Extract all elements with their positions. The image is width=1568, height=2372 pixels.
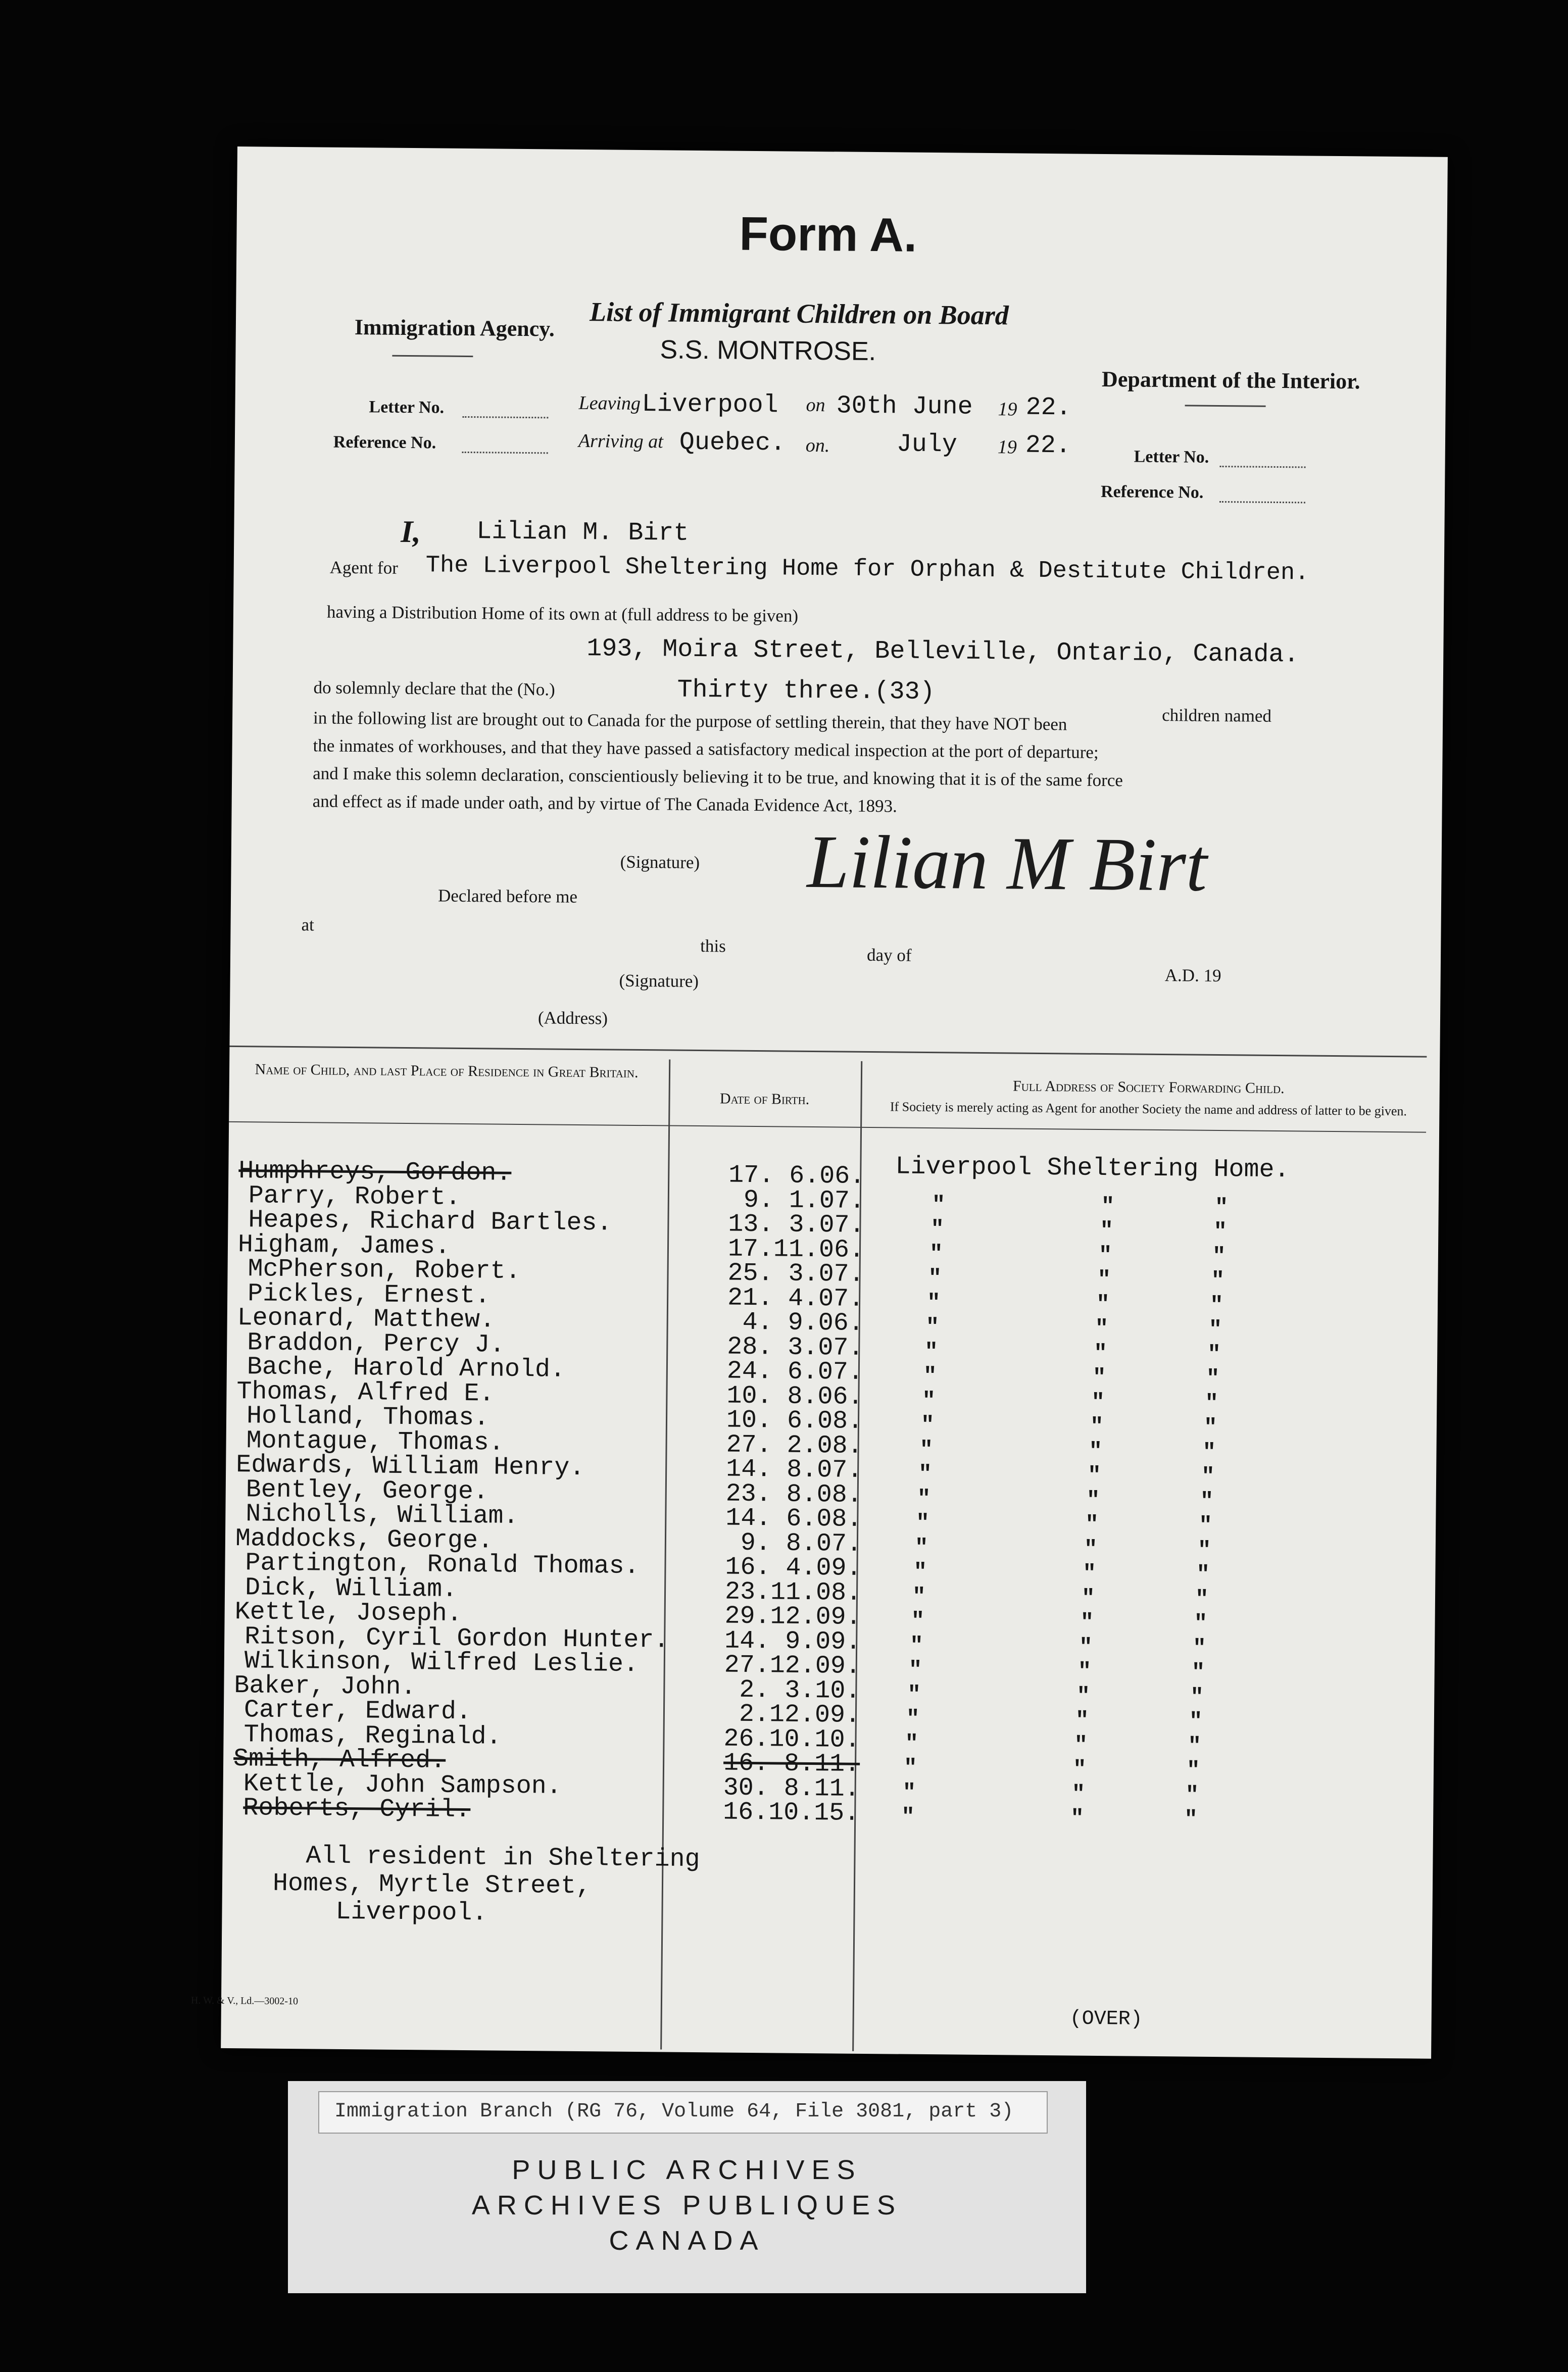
form-a-document bbox=[190, 146, 1448, 2059]
immigration-agency-heading: Immigration Agency. bbox=[354, 315, 555, 341]
ditto-mark: " bbox=[901, 1804, 915, 1830]
col-header-society-note: If Society is merely acting as Agent for another Society the name and address of latter to be given. bbox=[890, 1099, 1407, 1119]
child-date-of-birth: 4. 9.06. bbox=[742, 1308, 864, 1338]
department-heading: Department of the Interior. bbox=[1101, 366, 1360, 394]
header-rule bbox=[229, 1121, 1426, 1133]
ditto-mark: " bbox=[1091, 1390, 1105, 1415]
leaving-year: 22. bbox=[1025, 393, 1071, 423]
ditto-mark: " bbox=[1096, 1292, 1110, 1317]
child-date-of-birth: 23.11.08. bbox=[724, 1577, 862, 1608]
handwritten-signature: Lilian M Birt bbox=[806, 819, 1208, 907]
divider bbox=[392, 355, 473, 357]
at-label: at bbox=[301, 915, 314, 935]
column-divider bbox=[660, 1060, 670, 2050]
arriving-year-prefix: 19 bbox=[997, 436, 1017, 458]
ditto-mark: " bbox=[1195, 1587, 1209, 1612]
ditto-mark: " bbox=[1076, 1684, 1090, 1709]
year-prefix: 19 bbox=[998, 399, 1017, 420]
declaration-line-2: the inmates of workhouses, and that they have passed a satisfactory medical inspection at the port of departure; bbox=[313, 735, 1099, 762]
agent-name: Lilian M. Birt bbox=[476, 517, 689, 548]
ditto-mark: " bbox=[919, 1437, 934, 1463]
child-date-of-birth: 25. 3.07. bbox=[727, 1259, 864, 1289]
ditto-mark: " bbox=[1190, 1685, 1204, 1710]
leaving-port: Liverpool bbox=[642, 390, 778, 420]
child-date-of-birth: 21. 4.07. bbox=[727, 1283, 864, 1314]
child-date-of-birth: 10. 8.06. bbox=[726, 1381, 863, 1412]
child-date-of-birth: 16. 4.09. bbox=[725, 1553, 862, 1583]
child-date-of-birth: 16.10.15. bbox=[723, 1798, 860, 1828]
ditto-mark: " bbox=[1070, 1806, 1084, 1832]
ditto-mark: " bbox=[1075, 1708, 1089, 1734]
ditto-mark: " bbox=[1072, 1757, 1087, 1783]
table-top-rule bbox=[229, 1046, 1427, 1058]
arriving-date: July bbox=[896, 430, 958, 460]
ditto-mark: " bbox=[1090, 1414, 1104, 1440]
ditto-mark: " bbox=[908, 1657, 922, 1683]
residence-line-1: All resident in Sheltering bbox=[306, 1842, 700, 1874]
ditto-mark: " bbox=[1200, 1489, 1214, 1514]
ditto-mark: " bbox=[928, 1266, 942, 1292]
declare-label: do solemnly declare that the (No.) bbox=[313, 677, 556, 700]
ditto-mark: " bbox=[1089, 1439, 1103, 1464]
ditto-mark: " bbox=[1188, 1734, 1202, 1759]
ditto-mark: " bbox=[1205, 1391, 1218, 1416]
ditto-mark: " bbox=[918, 1461, 932, 1488]
child-name: Thomas, Alfred E. bbox=[236, 1377, 495, 1409]
child-date-of-birth: 28. 3.07. bbox=[727, 1332, 864, 1363]
child-date-of-birth: 2.12.09. bbox=[739, 1700, 861, 1730]
ditto-mark: " bbox=[1084, 1537, 1098, 1562]
child-date-of-birth: 14. 8.07. bbox=[725, 1455, 863, 1485]
child-date-of-birth: 17. 6.06. bbox=[728, 1161, 865, 1191]
ditto-mark: " bbox=[1197, 1538, 1211, 1563]
ditto-mark: " bbox=[917, 1486, 931, 1512]
children-number: (33) bbox=[874, 677, 935, 707]
ditto-mark: " bbox=[1213, 1219, 1227, 1245]
ditto-mark: " bbox=[1092, 1365, 1106, 1391]
child-name: Montague, Thomas. bbox=[246, 1426, 504, 1458]
ditto-mark: " bbox=[1086, 1488, 1100, 1513]
ditto-mark: " bbox=[1203, 1415, 1217, 1441]
ditto-mark: " bbox=[922, 1388, 936, 1414]
distribution-address: 193, Moira Street, Belleville, Ontario, Canada. bbox=[586, 634, 1299, 670]
agency-reference-no-label: Reference No. bbox=[333, 432, 436, 453]
ditto-mark: " bbox=[1192, 1636, 1206, 1661]
child-name: Nicholls, William. bbox=[246, 1500, 519, 1531]
ditto-mark: " bbox=[1083, 1561, 1097, 1587]
ditto-mark: " bbox=[909, 1633, 923, 1659]
ditto-mark: " bbox=[1196, 1562, 1210, 1588]
children-number-text: Thirty three. bbox=[677, 675, 874, 707]
child-date-of-birth: 16. 8.11. bbox=[723, 1749, 860, 1779]
ditto-mark: " bbox=[911, 1608, 925, 1634]
archive-reference-strip bbox=[318, 2091, 1048, 2134]
ditto-mark: " bbox=[912, 1584, 926, 1610]
ditto-mark: " bbox=[1185, 1783, 1199, 1808]
declaration-line-1: in the following list are brought out to Canada for the purpose of settling therein, that they have NOT been bbox=[313, 708, 1067, 734]
ditto-mark: " bbox=[1098, 1243, 1112, 1268]
ditto-mark: " bbox=[903, 1755, 917, 1781]
ditto-mark: " bbox=[1097, 1267, 1111, 1293]
ditto-mark: " bbox=[906, 1706, 920, 1732]
child-name: Maddocks, George. bbox=[235, 1524, 494, 1556]
ditto-mark: " bbox=[1085, 1512, 1099, 1538]
child-name: Thomas, Reginald. bbox=[243, 1720, 502, 1752]
ditto-mark: " bbox=[924, 1339, 938, 1365]
child-name: Baker, John. bbox=[234, 1671, 416, 1702]
over-mark: (OVER) bbox=[1069, 2007, 1143, 2031]
ditto-mark: " bbox=[925, 1314, 940, 1341]
child-date-of-birth: 9. 1.07. bbox=[743, 1185, 865, 1216]
ditto-mark: " bbox=[1206, 1366, 1220, 1392]
ditto-mark: " bbox=[1199, 1513, 1212, 1539]
col-header-society: Full Address of Society Forwarding Child. bbox=[1012, 1077, 1285, 1097]
declared-before-label: Declared before me bbox=[437, 885, 578, 907]
child-date-of-birth: 17.11.06. bbox=[727, 1234, 865, 1265]
child-name: Higham, James. bbox=[237, 1230, 451, 1261]
this-label: this bbox=[700, 936, 726, 956]
child-name: Kettle, Joseph. bbox=[234, 1598, 462, 1628]
child-date-of-birth: 14. 9.09. bbox=[724, 1626, 861, 1657]
form-title: Form A. bbox=[739, 207, 917, 262]
ditto-mark: " bbox=[1074, 1733, 1088, 1758]
ditto-mark: " bbox=[1194, 1611, 1208, 1637]
ditto-mark: " bbox=[1214, 1195, 1229, 1220]
dept-letter-no-label: Letter No. bbox=[1134, 447, 1209, 467]
ditto-mark: " bbox=[1191, 1660, 1205, 1686]
archive-line-2: ARCHIVES PUBLIQUES bbox=[471, 2190, 903, 2220]
agent-for-label: Agent for bbox=[329, 557, 399, 578]
arriving-label: Arriving at bbox=[578, 430, 663, 453]
child-date-of-birth: 26.10.10. bbox=[723, 1724, 860, 1755]
agent-for-society: The Liverpool Sheltering Home for Orphan & Destitute Children. bbox=[425, 552, 1309, 587]
ditto-mark: " bbox=[905, 1731, 919, 1757]
child-date-of-birth: 13. 3.07. bbox=[728, 1210, 865, 1240]
ditto-mark: " bbox=[1189, 1709, 1203, 1735]
child-name: Humphreys, Gordon. bbox=[238, 1157, 512, 1188]
ditto-mark: " bbox=[1077, 1659, 1092, 1685]
children-named-label: children named bbox=[1162, 705, 1272, 726]
ditto-mark: " bbox=[1087, 1463, 1101, 1489]
child-name: Pickles, Ernest. bbox=[247, 1279, 491, 1310]
arriving-port: Quebec. bbox=[679, 428, 786, 458]
child-date-of-birth: 24. 6.07. bbox=[726, 1357, 864, 1387]
ditto-mark: " bbox=[1211, 1268, 1225, 1294]
leaving-date: 30th June bbox=[836, 391, 973, 422]
ditto-mark: " bbox=[930, 1217, 944, 1243]
on-label: on bbox=[806, 394, 825, 416]
child-name: Holland, Thomas. bbox=[246, 1402, 489, 1433]
ditto-mark: " bbox=[923, 1363, 937, 1390]
ditto-mark: " bbox=[1212, 1244, 1226, 1269]
ditto-mark: " bbox=[1100, 1218, 1113, 1244]
declaration-line-4: and effect as if made under oath, and by virtue of The Canada Evidence Act, 1893. bbox=[312, 791, 898, 816]
child-name: Edwards, William Henry. bbox=[235, 1451, 585, 1483]
ditto-mark: " bbox=[1201, 1464, 1215, 1490]
arriving-on-label: on. bbox=[805, 434, 830, 457]
ditto-mark: " bbox=[926, 1290, 941, 1316]
child-name: Ritson, Cyril Gordon Hunter. bbox=[244, 1622, 669, 1655]
child-name: Smith, Alfred. bbox=[233, 1745, 446, 1775]
ditto-mark: " bbox=[1186, 1758, 1200, 1784]
ditto-mark: " bbox=[1093, 1341, 1107, 1366]
ditto-mark: " bbox=[932, 1192, 946, 1218]
ad-label: A.D. 19 bbox=[1164, 965, 1221, 986]
ditto-mark: " bbox=[1101, 1194, 1115, 1219]
ditto-mark: " bbox=[929, 1241, 943, 1267]
archive-label-card bbox=[288, 2081, 1086, 2293]
child-date-of-birth: 30. 8.11. bbox=[723, 1773, 860, 1804]
i-label: I, bbox=[401, 514, 421, 550]
society-name: Liverpool Sheltering Home. bbox=[895, 1152, 1290, 1185]
ship-name: S.S. MONTROSE. bbox=[660, 335, 876, 367]
child-date-of-birth: 29.12.09. bbox=[724, 1602, 861, 1632]
ditto-mark: " bbox=[913, 1559, 927, 1586]
dept-reference-no-label: Reference No. bbox=[1100, 482, 1204, 502]
child-name: Wilkinson, Wilfred Leslie. bbox=[244, 1647, 639, 1679]
list-title: List of Immigrant Children on Board bbox=[589, 296, 1009, 331]
ditto-mark: " bbox=[1079, 1635, 1093, 1660]
child-name: Heapes, Richard Bartles. bbox=[248, 1206, 612, 1238]
child-name: Partington, Ronald Thomas. bbox=[245, 1549, 640, 1582]
child-name: Braddon, Percy J. bbox=[247, 1328, 505, 1360]
child-name: Bentley, George. bbox=[246, 1475, 489, 1506]
child-date-of-birth: 23. 8.08. bbox=[725, 1479, 863, 1510]
ditto-mark: " bbox=[907, 1682, 921, 1708]
child-name: Parry, Robert. bbox=[248, 1181, 461, 1212]
ditto-mark: " bbox=[1207, 1342, 1221, 1367]
distribution-label: having a Distribution Home of its own at (full address to be given) bbox=[326, 602, 799, 626]
ditto-mark: " bbox=[914, 1535, 928, 1561]
child-date-of-birth: 27.12.09. bbox=[724, 1651, 861, 1681]
child-name: Dick, William. bbox=[244, 1573, 458, 1604]
col-header-name: Name of Child, and last Place of Residence in Great Britain. bbox=[255, 1061, 639, 1081]
child-date-of-birth: 27. 2.08. bbox=[726, 1430, 863, 1461]
divider bbox=[1185, 405, 1266, 407]
ditto-mark: " bbox=[916, 1510, 929, 1537]
ditto-mark: " bbox=[1202, 1440, 1216, 1465]
child-name: Bache, Harold Arnold. bbox=[247, 1353, 566, 1385]
archive-reference: Immigration Branch (RG 76, Volume 64, File 3081, part 3) bbox=[334, 2100, 1014, 2123]
signature-label-2: (Signature) bbox=[619, 970, 699, 992]
ditto-mark: " bbox=[920, 1412, 935, 1439]
child-name: Roberts, Cyril. bbox=[243, 1794, 471, 1825]
residence-line-3: Liverpool. bbox=[335, 1897, 487, 1928]
address-label: (Address) bbox=[537, 1008, 608, 1028]
ditto-mark: " bbox=[1095, 1316, 1109, 1342]
child-name: Leonard, Matthew. bbox=[237, 1304, 496, 1335]
agency-letter-no-label: Letter No. bbox=[369, 398, 445, 417]
leaving-label: Leaving bbox=[578, 392, 641, 414]
child-date-of-birth: 14. 6.08. bbox=[725, 1504, 862, 1534]
child-name: McPherson, Robert. bbox=[248, 1255, 521, 1286]
ditto-mark: " bbox=[1184, 1807, 1198, 1833]
child-name: Kettle, John Sampson. bbox=[243, 1769, 562, 1801]
child-date-of-birth: 10. 6.08. bbox=[726, 1406, 863, 1436]
arriving-year: 22. bbox=[1025, 431, 1071, 461]
declaration-line-3: and I make this solemn declaration, conscientiously believing it to be true, and knowing that it is of the same force bbox=[313, 763, 1123, 790]
signature-label: (Signature) bbox=[620, 852, 700, 873]
ditto-mark: " bbox=[1208, 1317, 1222, 1343]
child-date-of-birth: 9. 8.07. bbox=[740, 1528, 862, 1559]
day-of-label: day of bbox=[866, 945, 912, 965]
child-date-of-birth: 2. 3.10. bbox=[739, 1675, 861, 1706]
ditto-mark: " bbox=[1080, 1610, 1094, 1636]
residence-line-2: Homes, Myrtle Street, bbox=[272, 1869, 592, 1901]
ditto-mark: " bbox=[902, 1780, 916, 1806]
ditto-mark: " bbox=[1081, 1586, 1095, 1611]
printer-mark: H. W. & V., Ld.—3002-10 bbox=[190, 1995, 299, 2007]
ditto-mark: " bbox=[1071, 1782, 1086, 1807]
archive-line-3: CANADA bbox=[609, 2226, 765, 2256]
child-name: Carter, Edward. bbox=[243, 1696, 472, 1727]
ditto-mark: " bbox=[1209, 1293, 1223, 1318]
archive-line-1: PUBLIC ARCHIVES bbox=[512, 2155, 862, 2185]
col-header-dob: Date of Birth. bbox=[719, 1090, 810, 1108]
